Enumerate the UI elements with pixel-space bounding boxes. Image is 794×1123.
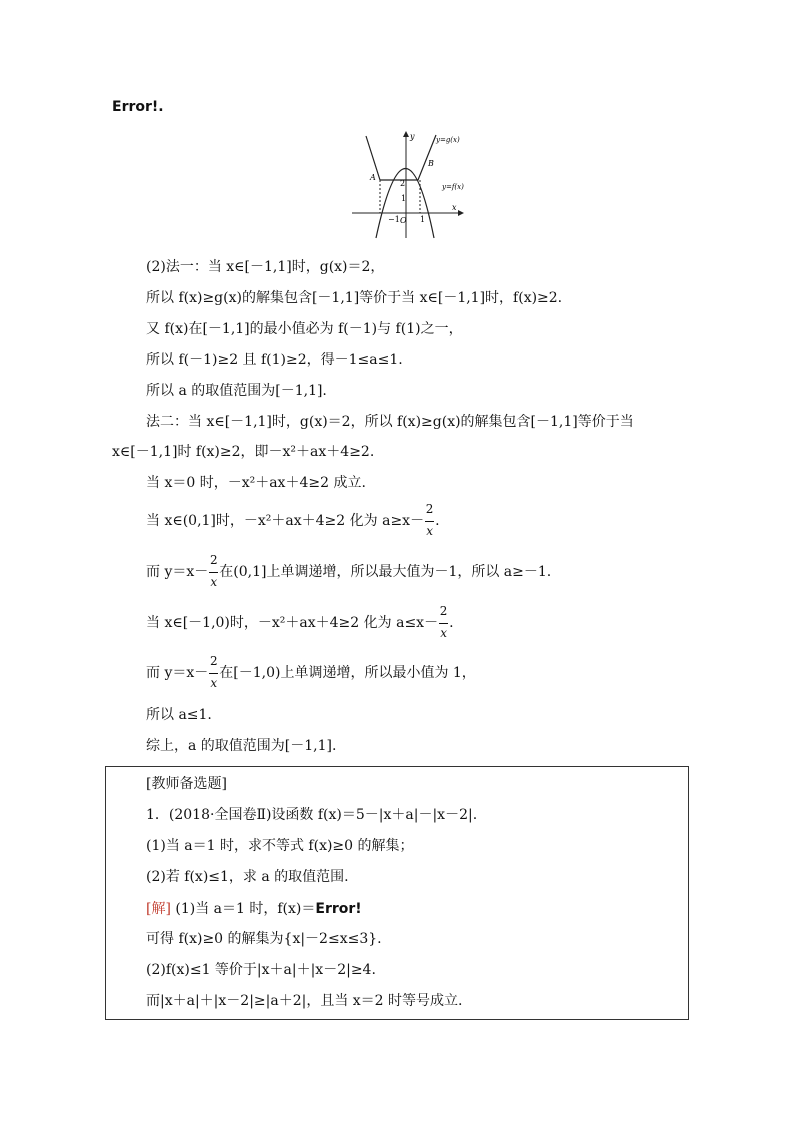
solution-line-13: 所以 a≤1. xyxy=(146,707,212,723)
solution-line-7: x∈[－1,1]时 f(x)≥2，即－x²＋ax＋4≥2. xyxy=(112,444,375,460)
solution-line-2: 所以 f(x)≥g(x)的解集包含[－1,1]等价于当 x∈[－1,1]时，f(x)≥2. xyxy=(146,290,563,306)
label-O: O xyxy=(400,216,407,225)
solution-line-3: 又 f(x)在[－1,1]的最小值必为 f(－1)与 f(1)之一， xyxy=(146,321,463,337)
solution-line-6: 法二：当 x∈[－1,1]时，g(x)＝2，所以 f(x)≥g(x)的解集包含[－1,1]等价于当 xyxy=(146,414,634,430)
label-x: x xyxy=(452,203,457,212)
function-graph xyxy=(350,130,480,242)
solution-line-9: 当 x∈(0,1]时，－x²＋ax＋4≥2 化为 a≥x－ $\frac{2}{x}$ . xyxy=(146,502,440,538)
fraction-2-over-x: $\frac{2}{x}$ xyxy=(425,502,434,538)
piecewise-gx xyxy=(366,135,436,180)
box-question-part2: (2)若 f(x)≤1，求 a 的取值范围. xyxy=(146,869,349,885)
error-text-top: Error!. xyxy=(112,99,164,115)
label-2: 2 xyxy=(400,179,406,188)
label-y: y xyxy=(410,132,415,141)
label-fx: y=f(x) xyxy=(442,183,464,191)
box-question: 1．(2018·全国卷Ⅱ)设函数 f(x)＝5－|x＋a|－|x－2|. xyxy=(146,807,478,823)
solution-line-1: (2)法一：当 x∈[－1,1]时，g(x)＝2， xyxy=(146,259,385,275)
label-1y: 1 xyxy=(401,194,407,203)
label-gx: y=g(x) xyxy=(436,136,460,144)
solution-line-10: 而 y＝x－ $\frac{2}{x}$ 在(0,1]上单调递增，所以最大值为－1，所以 a≥－1. xyxy=(146,553,552,589)
box-solution-line2: 可得 f(x)≥0 的解集为{x|－2≤x≤3}. xyxy=(146,931,382,947)
solution-line-12: 而 y＝x－ $\frac{2}{x}$ 在[－1,0)上单调递增，所以最小值为 1， xyxy=(146,654,476,690)
label-1x: 1 xyxy=(420,215,426,224)
solution-line-8: 当 x＝0 时，－x²＋ax＋4≥2 成立. xyxy=(146,475,366,491)
teacher-exercise-box xyxy=(105,766,689,1020)
label-neg1: −1 xyxy=(388,215,400,224)
box-solution-line1: [解] (1)当 a＝1 时，f(x)＝Error! xyxy=(146,901,362,917)
box-solution-line4: 而|x＋a|＋|x－2|≥|a＋2|，且当 x＝2 时等号成立. xyxy=(146,993,463,1009)
solution-line-14: 综上，a 的取值范围为[－1,1]. xyxy=(146,738,337,754)
box-title: [教师备选题] xyxy=(146,776,227,792)
solution-line-5: 所以 a 的取值范围为[－1,1]. xyxy=(146,383,327,399)
solution-line-11: 当 x∈[－1,0)时，－x²＋ax＋4≥2 化为 a≤x－ $\frac{2}{x}$ . xyxy=(146,604,454,640)
solution-tag: [解] xyxy=(146,901,171,917)
fraction-2-over-x: $\frac{2}{x}$ xyxy=(209,654,218,690)
x-axis-arrow xyxy=(458,210,464,216)
box-question-part1: (1)当 a＝1 时，求不等式 f(x)≥0 的解集； xyxy=(146,838,414,854)
label-A: A xyxy=(370,173,376,182)
box-solution-line3: (2)f(x)≤1 等价于|x＋a|＋|x－2|≥4. xyxy=(146,962,376,978)
label-B: B xyxy=(428,159,434,168)
fraction-2-over-x: $\frac{2}{x}$ xyxy=(209,553,218,589)
y-axis-arrow xyxy=(403,131,409,137)
fraction-2-over-x: $\frac{2}{x}$ xyxy=(439,604,448,640)
solution-line-4: 所以 f(－1)≥2 且 f(1)≥2，得－1≤a≤1. xyxy=(146,352,403,368)
error-text-box: Error! xyxy=(315,901,362,917)
